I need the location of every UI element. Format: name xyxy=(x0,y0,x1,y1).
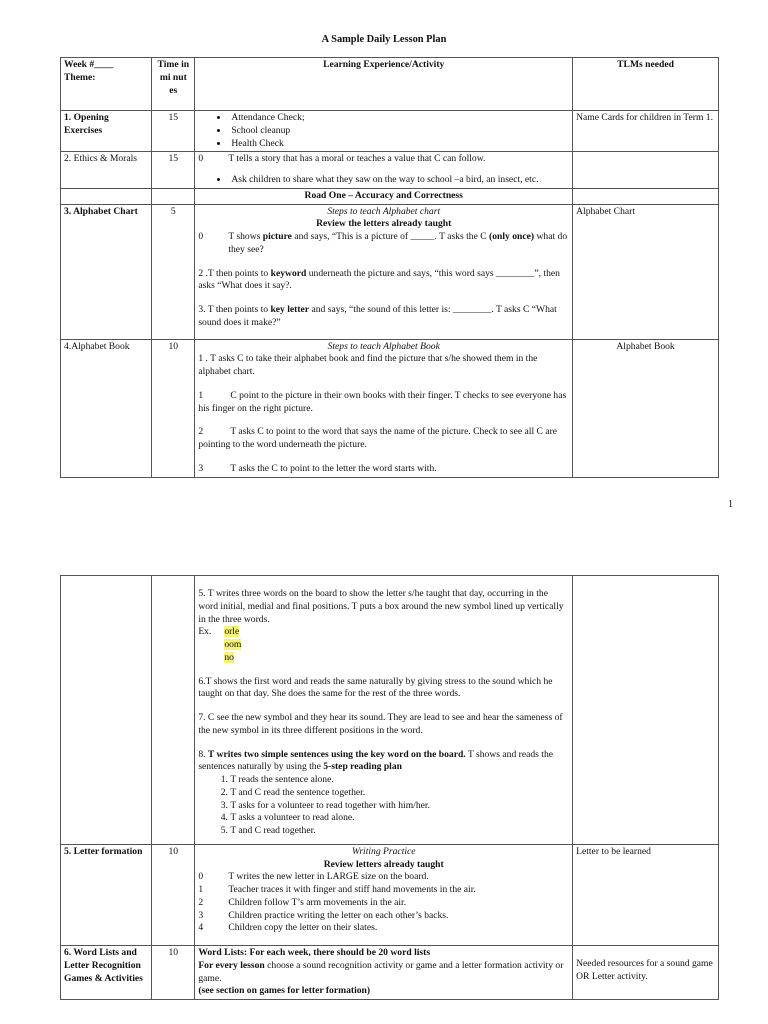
step-number: 0 xyxy=(198,153,204,165)
word-lists-line: Word Lists: For each week, there should be 20 word lists xyxy=(198,947,431,958)
step-number: 0 xyxy=(198,231,204,242)
practice-title: Writing Practice xyxy=(351,845,416,857)
row-time: 15 xyxy=(152,152,195,189)
list-item: 2. T and C read the sentence together. xyxy=(230,787,569,800)
row-label: 5. Letter formation xyxy=(61,844,152,945)
list-item: • Attendance Check; xyxy=(229,112,569,125)
step-number: 4 xyxy=(198,922,204,934)
steps-title: Steps to teach Alphabet Book xyxy=(327,340,440,352)
list-item: • Health Check xyxy=(229,138,569,151)
step-text: 7. C see the new symbol and they hear its sound. They are lead to see and hear the sameness of the new symbol in its three different positions in the word. xyxy=(198,712,563,736)
page-title: A Sample Daily Lesson Plan xyxy=(321,34,447,45)
step-text: T shows picture and says, “This is a picture of _____. T asks the C (only once) what do they see? xyxy=(228,231,568,255)
example-word: oom xyxy=(224,639,242,650)
step-text: 3. T then points to key letter and says, “the sound of this letter is: ________. T asks C “What sound does it make?” xyxy=(198,304,557,328)
row-letter-formation xyxy=(61,844,719,945)
page-number: 1 xyxy=(728,499,733,510)
step-text: T tells a story that has a moral or teaches a value that C can follow. xyxy=(228,153,486,165)
list-item: 4. T asks a volunteer to read alone. xyxy=(230,812,569,825)
see-section-note: (see section on games for letter formation) xyxy=(198,985,371,997)
example-word: orle xyxy=(224,626,240,638)
step-text: Children practice writing the letter on each other’s backs. xyxy=(228,909,449,921)
step-text: 1 . T asks C to take their alphabet book and find the picture that s/he showed them in the alphabet chart. xyxy=(198,353,538,377)
row-time: 15 xyxy=(152,111,195,152)
list-item: 3. T asks for a volunteer to read together with him/her. xyxy=(230,800,569,813)
step-number: 3 xyxy=(198,909,204,921)
row-ethics-morals xyxy=(61,152,719,189)
row-opening-exercises xyxy=(61,111,719,152)
list-item: • Ask children to share what they saw on the way to school –a bird, an insect, etc. xyxy=(229,174,569,187)
step-text: Teacher traces it with finger and stiff hand movements in the air. xyxy=(228,884,476,895)
row-word-lists xyxy=(61,946,719,1000)
theme-label: Theme: xyxy=(64,71,96,83)
time-header: Time in mi nut es xyxy=(152,58,195,111)
example-label: Ex. xyxy=(198,626,212,638)
row-tlms: Name Cards for children in Term 1. xyxy=(573,111,719,152)
step-text: 8. T writes two simple sentences using the key word on the board. T shows and reads the sentences naturally by using the 5-step reading plan xyxy=(198,748,554,773)
header-row xyxy=(61,58,719,111)
opening-list xyxy=(198,112,569,150)
list-item: 5. T and C read together. xyxy=(230,825,569,838)
row-alphabet-chart xyxy=(61,204,719,339)
step-text: 1 C point to the picture in their own books with their finger. T checks to see everyone has his finger on the right picture. xyxy=(198,389,567,414)
review-heading: Review the letters already taught xyxy=(316,218,452,230)
step-number: 0 xyxy=(198,871,204,883)
row-tlms: Alphabet Chart xyxy=(573,204,719,339)
step-text: For every lesson choose a sound recognition activity or game and a letter formation activity or game. xyxy=(198,959,564,984)
row-alphabet-book xyxy=(61,339,719,477)
step-number: 2 xyxy=(198,896,204,908)
example-word: no xyxy=(224,651,234,663)
lesson-plan-table-page-2 xyxy=(60,575,719,1000)
row-label: 4.Alphabet Book xyxy=(61,339,152,477)
road-one-heading: Road One – Accuracy and Correctness xyxy=(195,188,573,204)
row-label: 3. Alphabet Chart xyxy=(61,204,152,339)
week-label: Week #____ xyxy=(64,59,114,70)
row-alphabet-book-continued xyxy=(61,576,719,845)
step-text: Children copy the letter on their slates. xyxy=(228,922,378,934)
row-label: 6. Word Lists and Letter Recognition Games & Activities xyxy=(61,946,152,1000)
list-item: • School cleanup xyxy=(229,125,569,138)
steps-title: Steps to teach Alphabet chart xyxy=(327,205,441,217)
row-time: 10 xyxy=(152,339,195,477)
row-time: 5 xyxy=(152,204,195,339)
step-text: 5. T writes three words on the board to show the letter s/he taught that day, occurring in the word initial, medial and final positions. T puts a box around the new symbol lined up vertically in the three words. xyxy=(198,588,564,625)
step-number: 1 xyxy=(198,884,204,895)
example-block xyxy=(198,626,569,664)
row-time: 10 xyxy=(152,844,195,945)
row-time: 10 xyxy=(152,946,195,1000)
step-text: Children follow T’s arm movements in the air. xyxy=(228,896,407,908)
row-tlms: Alphabet Book xyxy=(573,339,719,477)
tlms-header: TLMs needed xyxy=(573,58,719,111)
reading-plan-list xyxy=(198,774,569,838)
step-text: 2 T asks C to point to the word that says the name of the picture. Check to see all C are pointing to the word underneath the picture. xyxy=(198,426,558,450)
step-text: 3 T asks the C to point to the letter the word starts with. xyxy=(198,462,437,474)
row-label: 2. Ethics & Morals xyxy=(61,152,152,189)
road-one-row xyxy=(61,188,719,204)
lesson-plan-table-page-1 xyxy=(60,57,719,478)
review-heading: Review letters already taught xyxy=(323,858,444,870)
row-tlms: Needed resources for a sound game OR Letter activity. xyxy=(573,946,719,1000)
step-text: 2 .T then points to keyword underneath the picture and says, “this word says ________”, then asks “What does it say?. xyxy=(198,267,560,292)
step-text: T writes the new letter in LARGE size on the board. xyxy=(228,871,429,883)
row-tlms: Letter to be learned xyxy=(573,844,719,945)
list-item: 1. T reads the sentence alone. xyxy=(230,774,569,787)
step-text: 6.T shows the first word and reads the same naturally by giving stress to the sound which he taught on that day. She does the same for the rest of the three words. xyxy=(198,675,553,700)
row-label: 1. Opening Exercises xyxy=(61,111,152,152)
activity-header: Learning Experience/Activity xyxy=(195,58,573,111)
